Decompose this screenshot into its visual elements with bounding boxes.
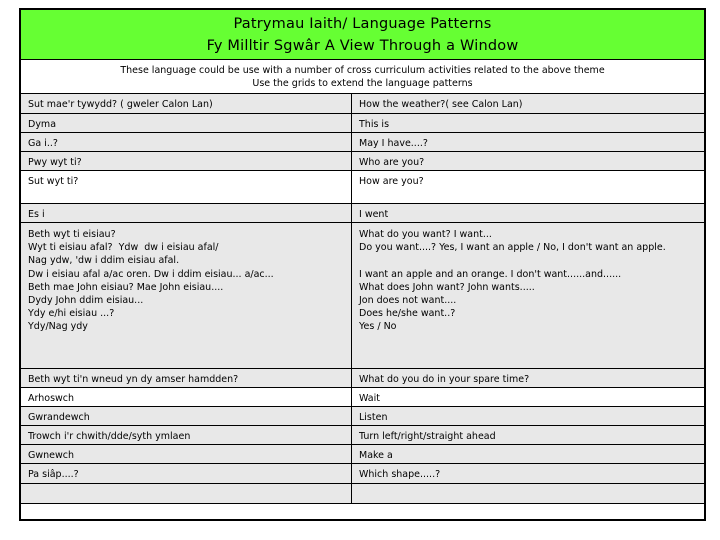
intro-note — [21, 60, 704, 94]
table-row — [21, 204, 704, 223]
full-width-cell — [21, 504, 704, 519]
title-header — [21, 10, 704, 60]
welsh-cell: Dyma — [21, 114, 352, 132]
table-row — [21, 133, 704, 152]
english-cell: Listen — [359, 412, 388, 423]
english-cell: This is — [359, 119, 390, 130]
table-row — [21, 114, 704, 133]
welsh-cell — [21, 484, 352, 503]
table-row — [21, 369, 704, 388]
english-cell: Turn left/right/straight ahead — [359, 431, 496, 442]
title-line-2: Fy Milltir Sgwâr A View Through a Window — [206, 38, 519, 54]
welsh-line: Beth wyt ti eisiau? — [28, 229, 116, 240]
title-line-1: Patrymau Iaith/ Language Patterns — [233, 16, 492, 32]
english-cell: Make a — [359, 450, 393, 461]
table-row — [21, 171, 704, 204]
english-cell: Who are you? — [359, 157, 425, 168]
welsh-line: Dydy John ddim eisiau... — [28, 295, 144, 307]
table-row — [21, 445, 704, 464]
english-line: Jon does not want.... — [359, 295, 457, 306]
english-cell: Which shape.....? — [359, 469, 441, 480]
english-cell: Wait — [359, 393, 380, 404]
welsh-cell: Pwy wyt ti? — [21, 152, 352, 170]
intro-line-2: Use the grids to extend the language patterns — [252, 78, 473, 89]
welsh-line: Dw i eisiau afal a/ac oren. Dw i ddim eisiau... a/ac... — [28, 268, 274, 280]
english-cell — [352, 223, 704, 368]
welsh-cell: Arhoswch — [21, 388, 352, 406]
english-line: Yes / No — [359, 321, 397, 333]
english-line: What do you want? I want... — [359, 229, 492, 240]
table-row — [21, 407, 704, 426]
table-row-wants — [21, 223, 704, 369]
table-row-full-width — [21, 504, 704, 519]
welsh-cell: Gwrandewch — [21, 407, 352, 425]
language-patterns-table — [19, 8, 706, 521]
english-line: Do you want....? Yes, I want an apple / No, I don't want an apple. — [359, 242, 666, 254]
welsh-cell: Sut wyt ti? — [21, 171, 352, 203]
intro-line-1: These language could be use with a number of cross curriculum activities related to the above theme — [120, 65, 605, 76]
welsh-line: Wyt ti eisiau afal? Ydw dw i eisiau afal/ — [28, 242, 219, 254]
table-row — [21, 426, 704, 445]
welsh-cell: Pa siâp....? — [21, 464, 352, 483]
welsh-cell: Gwnewch — [21, 445, 352, 463]
table-row — [21, 388, 704, 407]
welsh-cell: Sut mae'r tywydd? ( gweler Calon Lan) — [21, 94, 352, 113]
english-cell: What do you do in your spare time? — [359, 374, 530, 385]
welsh-line: Beth mae John eisiau? Mae John eisiau.... — [28, 281, 224, 293]
english-cell: How are you? — [359, 176, 424, 187]
table-row-empty — [21, 484, 704, 504]
english-cell: May I have....? — [359, 138, 428, 149]
welsh-cell: Trowch i'r chwith/dde/syth ymlaen — [21, 426, 352, 444]
english-line — [359, 254, 704, 267]
welsh-cell: Ga i..? — [21, 133, 352, 151]
welsh-cell: Es i — [21, 204, 352, 222]
english-cell: How the weather?( see Calon Lan) — [359, 99, 523, 110]
english-line: I want an apple and an orange. I don't want......and...... — [359, 268, 622, 280]
welsh-cell — [21, 223, 352, 368]
welsh-cell: Beth wyt ti'n wneud yn dy amser hamdden? — [21, 369, 352, 387]
welsh-line: Nag ydw, 'dw i ddim eisiau afal. — [28, 255, 180, 267]
english-cell — [352, 484, 704, 503]
table-row — [21, 464, 704, 484]
welsh-line: Ydy/Nag ydy — [28, 321, 88, 333]
english-cell: I went — [359, 209, 389, 220]
table-row — [21, 152, 704, 171]
table-row — [21, 94, 704, 114]
english-line: Does he/she want..? — [359, 308, 456, 320]
english-line: What does John want? John wants..... — [359, 281, 535, 293]
welsh-line: Ydy e/hi eisiau ...? — [28, 308, 115, 320]
